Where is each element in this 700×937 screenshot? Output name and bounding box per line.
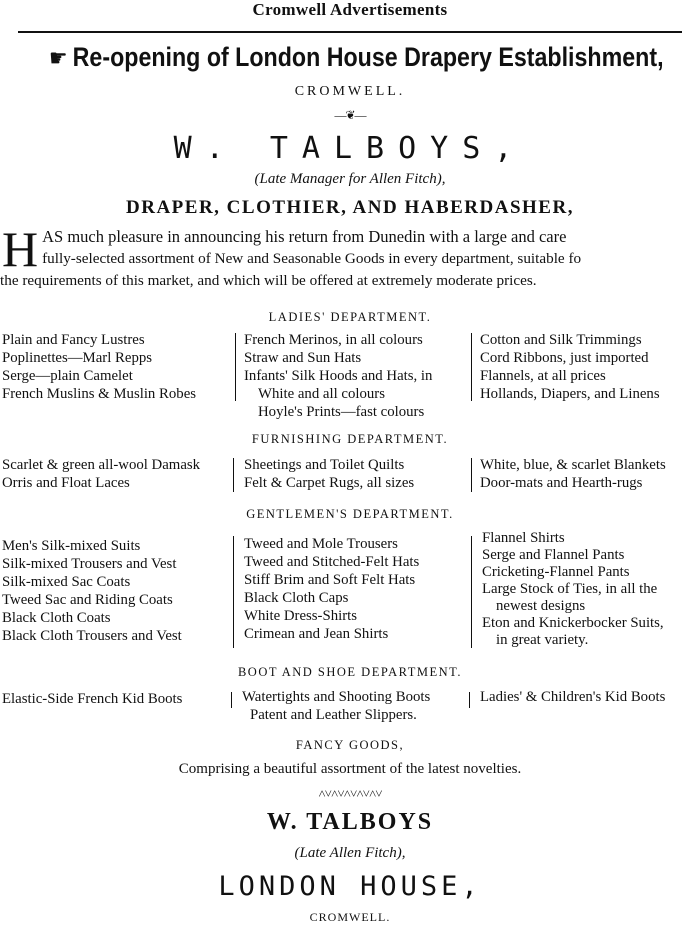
fancy-goods-desc: Comprising a beautiful assortment of the latest novelties. xyxy=(178,761,522,777)
headline-text: Re-opening of London House Drapery Establishment, xyxy=(72,42,664,72)
list-item: Infants' Silk Hoods and Hats, in xyxy=(244,368,433,384)
furnishing-col-1 xyxy=(2,456,200,492)
list-item: Door-mats and Hearth-rugs xyxy=(480,475,643,491)
ladies-col-1 xyxy=(2,331,196,403)
column-divider xyxy=(235,333,236,401)
pointing-hand-icon: ☛ xyxy=(49,45,68,72)
boots-col-1 xyxy=(2,690,182,708)
list-item: Patent and Leather Slippers. xyxy=(250,707,417,723)
headline xyxy=(49,42,664,73)
column-divider xyxy=(471,333,472,401)
ornament-divider: ˄˅˄˅˄˅˄˅˄˅ xyxy=(318,786,382,801)
gentlemen-dept-title: GENTLEMEN'S DEPARTMENT. xyxy=(246,507,454,521)
list-item: Felt & Carpet Rugs, all sizes xyxy=(244,475,415,491)
ladies-col-3 xyxy=(480,331,660,403)
late-manager-note: (Late Manager for Allen Fitch), xyxy=(254,171,446,187)
list-item: Poplinettes—Marl Repps xyxy=(2,350,153,366)
list-item: Large Stock of Ties, in all the xyxy=(482,581,658,597)
list-item: Eton and Knickerbocker Suits, xyxy=(482,615,664,631)
list-item: Orris and Float Laces xyxy=(2,475,130,491)
trade-line: DRAPER, CLOTHIER, AND HABERDASHER, xyxy=(126,197,574,218)
list-item: Flannel Shirts xyxy=(482,530,565,546)
header-rule xyxy=(18,31,682,33)
footer-town: CROMWELL. xyxy=(309,910,391,924)
list-item: Cotton and Silk Trimmings xyxy=(480,332,642,348)
column-divider xyxy=(233,458,234,492)
footer-late-note: (Late Allen Fitch), xyxy=(294,845,406,861)
list-item: Silk-mixed Trousers and Vest xyxy=(2,556,177,572)
furnishing-col-3 xyxy=(480,456,666,492)
column-divider xyxy=(471,536,472,648)
intro-line-1: AS much pleasure in announcing his return from Dunedin with a large and care xyxy=(42,227,567,246)
gentlemen-col-1 xyxy=(2,537,182,645)
list-item: Stiff Brim and Soft Felt Hats xyxy=(244,572,416,588)
list-item: Cricketing-Flannel Pants xyxy=(482,564,630,580)
intro-line-3: the requirements of this market, and which will be offered at extremely moderate prices. xyxy=(0,272,537,289)
ornament-divider: —❦— xyxy=(334,108,366,122)
boots-col-3 xyxy=(480,688,665,706)
column-divider xyxy=(233,536,234,648)
list-item: French Muslins & Muslin Robes xyxy=(2,386,197,402)
list-item: Hoyle's Prints—fast colours xyxy=(258,404,425,420)
column-divider xyxy=(471,458,472,492)
list-item: Black Cloth Coats xyxy=(2,610,111,626)
list-item: White Dress-Shirts xyxy=(244,608,358,624)
list-item: White and all colours xyxy=(258,386,385,402)
footer-name: W. TALBOYS xyxy=(266,809,434,835)
gentlemen-col-3 xyxy=(482,530,664,649)
list-item: Crimean and Jean Shirts xyxy=(244,626,389,642)
gentlemen-col-2 xyxy=(244,535,419,643)
list-item: French Merinos, in all colours xyxy=(244,332,423,348)
ladies-col-2 xyxy=(244,331,432,421)
london-house-title: LONDON HOUSE, xyxy=(218,871,482,902)
running-header: Cromwell Advertisements xyxy=(252,0,448,19)
list-item: Ladies' & Children's Kid Boots xyxy=(480,689,666,705)
list-item: Straw and Sun Hats xyxy=(244,350,362,366)
drop-cap: H xyxy=(2,221,39,277)
town-name: CROMWELL. xyxy=(294,84,406,99)
list-item: Flannels, at all prices xyxy=(480,368,606,384)
column-divider xyxy=(231,692,232,708)
list-item: Plain and Fancy Lustres xyxy=(2,332,145,348)
column-divider xyxy=(469,692,470,708)
list-item: Tweed Sac and Riding Coats xyxy=(2,592,173,608)
list-item: Serge and Flannel Pants xyxy=(482,547,625,563)
boots-col-2 xyxy=(242,688,430,724)
list-item: in great variety. xyxy=(496,632,589,648)
ladies-dept-title: LADIES' DEPARTMENT. xyxy=(268,310,432,324)
list-item: White, blue, & scarlet Blankets xyxy=(480,457,666,473)
list-item: newest designs xyxy=(496,598,586,614)
proprietor-name: W. TALBOYS, xyxy=(173,131,527,166)
list-item: Sheetings and Toilet Quilts xyxy=(244,457,405,473)
list-item: Hollands, Diapers, and Linens xyxy=(480,386,660,402)
list-item: Cord Ribbons, just imported xyxy=(480,350,649,366)
furnishing-dept-title: FURNISHING DEPARTMENT. xyxy=(251,432,449,446)
list-item: Watertights and Shooting Boots xyxy=(242,689,431,705)
intro-paragraph xyxy=(0,221,696,292)
list-item: Men's Silk-mixed Suits xyxy=(2,538,141,554)
boot-dept-title: BOOT AND SHOE DEPARTMENT. xyxy=(237,665,463,679)
list-item: Elastic-Side French Kid Boots xyxy=(2,691,183,707)
list-item: Tweed and Stitched-Felt Hats xyxy=(244,554,420,570)
list-item: Serge—plain Camelet xyxy=(2,368,133,384)
fancy-goods-title: FANCY GOODS, xyxy=(295,738,405,752)
list-item: Black Cloth Caps xyxy=(244,590,349,606)
intro-line-2: fully-selected assortment of New and Seasonable Goods in every department, suitable fo xyxy=(42,250,582,267)
list-item: Silk-mixed Sac Coats xyxy=(2,574,131,590)
furnishing-col-2 xyxy=(244,456,414,492)
list-item: Scarlet & green all-wool Damask xyxy=(2,457,201,473)
list-item: Tweed and Mole Trousers xyxy=(244,536,398,552)
list-item: Black Cloth Trousers and Vest xyxy=(2,628,182,644)
